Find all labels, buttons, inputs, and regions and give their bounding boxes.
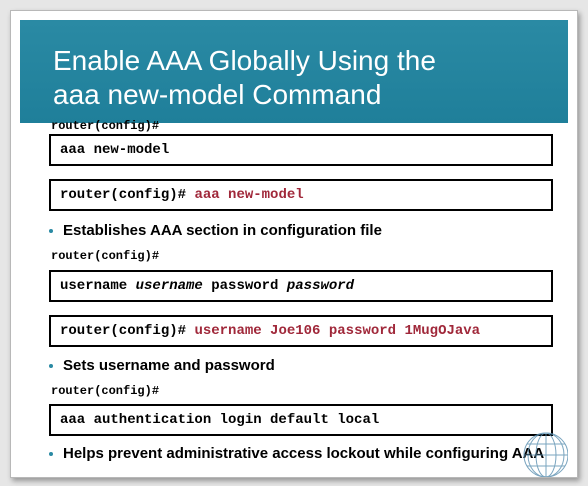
example-prompt: router(config)# [60,187,187,203]
syntax-text: aaa authentication login default local [60,412,380,428]
syntax-keyword: password [202,278,287,294]
syntax-keyword: username [60,278,136,294]
bullet-1 [47,222,382,239]
syntax-arg: password [286,278,355,294]
slide-title-line2: aaa new-model Command [53,79,382,110]
example-prompt: router(config)# [60,323,187,339]
title-band [20,20,568,123]
slide-title [53,44,436,112]
example-command: username Joe106 password 1MugOJava [194,323,481,339]
slide-title-line1: Enable AAA Globally Using the [53,45,436,76]
bullet-text: Helps prevent administrative access lockout while configuring AAA [63,445,545,462]
slide [10,10,578,478]
bullet-2 [47,357,275,374]
example-box-1 [49,179,553,211]
syntax-text: aaa new-model [60,142,170,158]
bullet-dot-icon [49,364,53,368]
bullet-dot-icon [49,452,53,456]
bullet-dot-icon [49,229,53,233]
bullet-3 [47,445,544,462]
syntax-prompt-1: router(config)# [51,119,160,133]
syntax-box-3 [49,404,553,436]
example-box-2 [49,315,553,347]
syntax-arg: username [135,278,203,294]
syntax-box-2 [49,270,553,302]
example-command: aaa new-model [194,187,304,203]
syntax-prompt-2: router(config)# [51,249,160,263]
bullet-text: Establishes AAA section in configuration file [63,222,382,239]
bullet-text: Sets username and password [63,357,275,374]
syntax-box-1 [49,134,553,166]
syntax-prompt-3: router(config)# [51,384,160,398]
globe-logo-icon [516,425,568,477]
